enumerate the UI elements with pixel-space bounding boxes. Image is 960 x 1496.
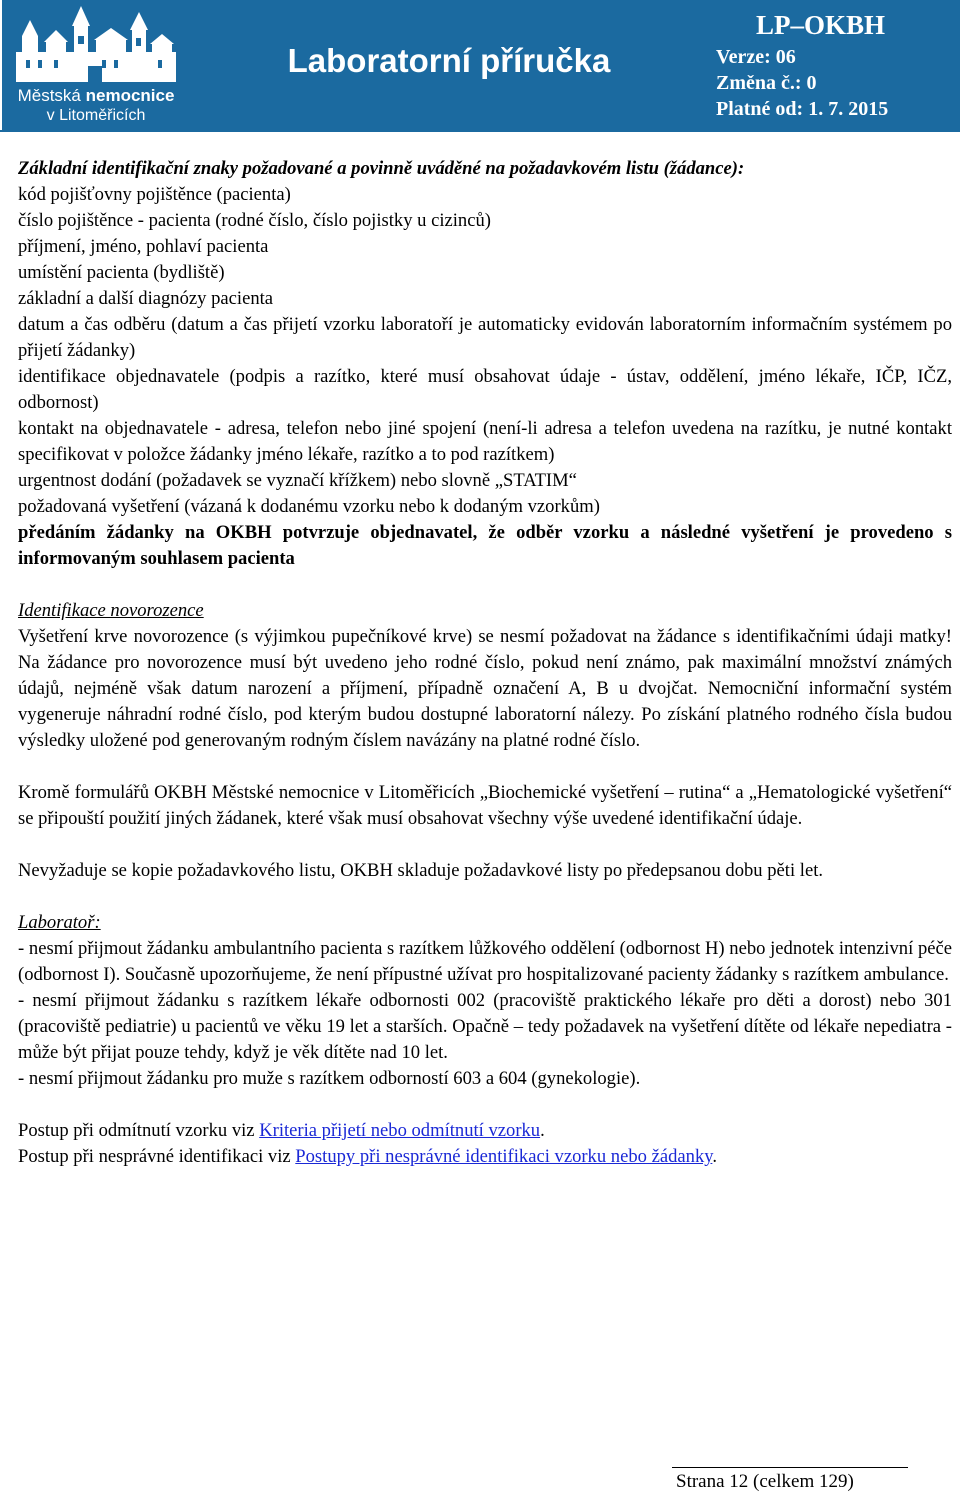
document-code: LP–OKBH [756, 10, 886, 40]
document-change: Změna č.: 0 [716, 72, 817, 94]
logo-text-line2: v Litoměřicích [46, 107, 146, 124]
hospital-logo [2, 0, 190, 130]
header-divider [0, 130, 960, 132]
consent-statement: předáním žádanky na OKBH potvrzuje objednavatel, že odběr vzorku a následné vyšetření je provedeno s informovaným souhlasem pacienta [18, 522, 952, 569]
list-item: umístění pacienta (bydliště) [18, 262, 225, 283]
list-item: - nesmí přijmout žádanku pro muže s razítkem odborností 603 a 604 (gynekologie). [18, 1068, 641, 1089]
page-header [0, 0, 960, 132]
list-item: datum a čas odběru (datum a čas přijetí vzorku laboratoří je automaticky evidován laboratorním informačním systémem po přijetí žádanky) [18, 314, 952, 361]
section-heading: Identifikace novorozence [18, 600, 204, 621]
paragraph: Kromě formulářů OKBH Městské nemocnice v Litoměřicích „Biochemické vyšetření – rutina“ a „Hematologické vyšetření“ se připouští použití jiných žádanek, které však musí obsahovat všechny výše uvedené identifikační údaje. [18, 782, 952, 829]
document-version: Verze: 06 [716, 46, 796, 68]
castle-skyline-icon [2, 0, 190, 86]
paragraph: Vyšetření krve novorozence (s výjimkou pupečníkové krve) se nesmí požadovat na žádance s identifikačními údaji matky! Na žádance pro novorozence musí být uvedeno jeho rodné číslo, pokud není známo, pak maximální množství známých údajů, nejméně však datum narození a příjmení, případně označení A, B u dvojčat. Nemocniční informační systém vygeneruje náhradní rodné číslo, pod kterým budou dostupné laboratorní nálezy. Po získání platného rodného čísla budou výsledky uložené pod generovaným rodným číslem navázány na platné rodné číslo. [18, 626, 952, 751]
reference-line: Postup při odmítnutí vzorku viz Kriteria přijetí nebo odmítnutí vzorku. [18, 1120, 545, 1141]
footer-divider [672, 1467, 908, 1468]
paragraph: Nevyžaduje se kopie požadavkového listu, OKBH skladuje požadavkové listy po předepsanou dobu pěti let. [18, 860, 824, 881]
page-number: Strana 12 (celkem 129) [676, 1471, 854, 1492]
list-item: kód pojišťovny pojištěnce (pacienta) [18, 184, 291, 205]
section-heading: Laboratoř: [18, 912, 101, 933]
reference-line: Postup při nesprávné identifikaci viz Postupy při nesprávné identifikaci vzorku nebo žádanky. [18, 1146, 717, 1167]
misidentification-procedure-link[interactable]: Postupy při nesprávné identifikaci vzorku nebo žádanky [295, 1146, 713, 1167]
list-item: základní a další diagnózy pacienta [18, 288, 274, 309]
list-item: identifikace objednavatele (podpis a razítko, které musí obsahovat údaje - ústav, oddělení, jméno lékaře, IČP, IČZ, odbornost) [18, 366, 952, 413]
list-item: kontakt na objednavatele - adresa, telefon nebo jiné spojení (není-li adresa a telefon uvedena na razítku, je nutné kontakt specifikovat v položce žádanky jméno lékaře, razítko a to pod razítkem) [18, 418, 952, 465]
list-item: číslo pojištěnce - pacienta (rodné číslo, číslo pojistky u cizinců) [18, 210, 491, 231]
document-title: Laboratorní příručka [287, 42, 611, 79]
list-item: urgentnost dodání (požadavek se vyznačí křížkem) nebo slovně „STATIM“ [18, 470, 577, 491]
list-item: požadovaná vyšetření (vázaná k dodanému vzorku nebo k dodaným vzorkům) [18, 496, 600, 517]
document-body [18, 156, 952, 1170]
section-heading: Základní identifikační znaky požadované a povinně uváděné na požadavkovém listu (žádance): [18, 158, 745, 179]
document-valid-from: Platné od: 1. 7. 2015 [716, 98, 889, 120]
logo-text-line1: Městská nemocnice [17, 86, 175, 105]
rejection-criteria-link[interactable]: Kriteria přijetí nebo odmítnutí vzorku [259, 1120, 541, 1141]
document-info-box [708, 0, 960, 130]
list-item: - nesmí přijmout žádanku s razítkem lékaře odbornosti 002 (pracoviště praktického lékaře pro děti a dorost) nebo 301 (pracoviště pediatrie) u pacientů ve věku 19 let a starších. Opačně – tedy požadavek na vyšetření dítěte od lékaře nepediatra - může být přijat pouze tehdy, když je věk dítěte nad 10 let. [18, 990, 952, 1063]
list-item: - nesmí přijmout žádanku ambulantního pacienta s razítkem lůžkového oddělení (odbornost H) nebo jednotek intenzivní péče (odbornost I). Současně upozorňujeme, že není přípustné užívat pro hospitalizované pacienty žádanky s razítkem ambulance. [18, 938, 952, 985]
list-item: příjmení, jméno, pohlaví pacienta [18, 236, 269, 257]
header-title-box [190, 0, 708, 130]
